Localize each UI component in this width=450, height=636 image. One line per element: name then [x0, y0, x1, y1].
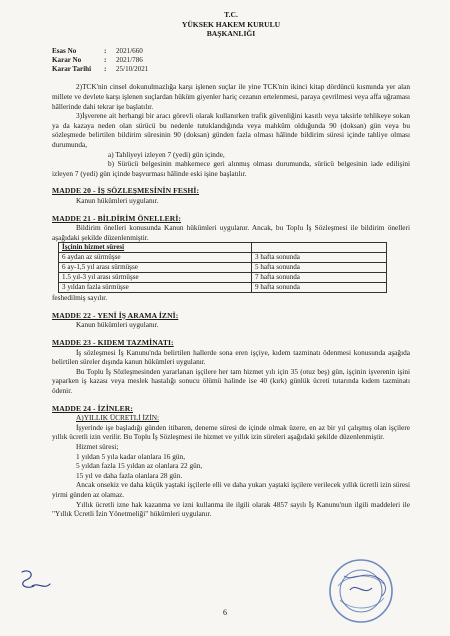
article-23-paragraph-1: İş sözleşmesi İş Kanunu'nda belirtilen hallerde sona eren işçiye, kıdem tazminatı ödenmesi konusunda aşağıda belirtilen süreler dışında kanun hükümleri uygulanır.: [52, 347, 410, 367]
intro-section: [52, 82, 410, 178]
document-header: [52, 10, 410, 39]
table-row: [59, 283, 387, 293]
article-20-title: MADDE 20 - İŞ SÖZLEŞMESİNİN FESHİ:: [52, 186, 200, 196]
page-number: 6: [223, 608, 227, 617]
table-header-cell: İşçinin hizmet süresi: [59, 243, 252, 253]
table-cell: 9 hafta sonunda: [252, 283, 387, 293]
header-tc: T.C.: [224, 10, 238, 19]
table-header-empty: [252, 243, 387, 253]
intro-item-b: b) Sürücü belgesinin mahkemece geri alınmış olması durumunda, sürücü belgesinin iade edilişini izleyen 7 (yedi) gün içinde başvurması hâlinde eski işine başlatılır.: [52, 159, 410, 178]
table-cell: 6 ay-1,5 yıl arası sürmüşse: [59, 263, 252, 273]
article-23-title: MADDE 23 - KIDEM TAZMİNATI:: [52, 338, 174, 348]
leave-tier-1: 1 yıldan 5 yıla kadar olanlara 16 gün,: [76, 451, 186, 461]
notice-period-table: [58, 242, 387, 293]
meta-karar: Karar No : 2021/786: [52, 55, 143, 64]
meta-karar-tarihi: Karar Tarihi : 25/10/2021: [52, 65, 149, 74]
table-cell: 5 hafta sonunda: [252, 263, 387, 273]
article-21-after: feshedilmiş sayılır.: [52, 293, 108, 303]
article-23-paragraph-2: Bu Toplu İş Sözleşmesinden yararlanan işçilere her tam hizmet yılı için 35 (otuz beş) gün, işçinin işverenin işini yaparken iş kazası veya meslek hastalığı sonucu ölümü halinde ise 40 (kırk) günlük ücreti tutarında kıdem tazminatı ödenir.: [52, 366, 410, 396]
intro-paragraph-2: 2)TCK'nin cinsel dokunulmazlığa karşı işlenen suçlar ile yine TCK'nin ikinci kitap dördüncü kısmında yer alan millete ve devlete karşı işlenen suçlardan hüküm giyenler hariç cezanın ertelenmesi, paraya çevrilmesi veya affa uğraması hâllerinde dahi tekrar işe başlatılır.: [52, 82, 410, 111]
table-cell: 6 aydan az sürmüşse: [59, 253, 252, 263]
article-24-paragraph-4: Yıllık ücretli izne hak kazanma ve izni kullanma ile ilgili olarak 4857 sayılı İş Kanunu'nun ilgili maddeleri ile "Yıllık Ücretli İzin Yönetmeliği" hükümleri uygulanır.: [52, 499, 410, 519]
article-24-paragraph-3: Ancak onsekiz ve daha küçük yaştaki işçilerle elli ve daha yukarı yaştaki işçilere verilecek yıllık ücretli izin süresi yirmi günden az olamaz.: [52, 480, 410, 499]
article-24-hizmet-label: Hizmet süresi;: [76, 442, 119, 452]
table-row: [59, 273, 387, 283]
article-23: [52, 338, 410, 396]
intro-paragraph-3: 3)İşverene ait herhangi bir aracı görevli olarak kullanırken trafik güvenliğini kasıtlı veya taksirle tehlikeye sokan ya da kazaya neden olan sürücü bu nedenle tutuklandığında veya mahkûm olduğunda 90 (doksan) gün veya bu sözleşmede belirtilen bildirim süresinin 90 (doksan) günden fazla olması hâlinde bildirim süresi içinde tahliye olması durumunda,: [52, 111, 410, 149]
leave-tier-2: 5 yıldan fazla 15 yıldan az olanlara 22 gün,: [76, 461, 203, 471]
article-21: [52, 214, 410, 303]
article-22-body: Kanun hükümleri uygulanır.: [76, 320, 159, 330]
leave-tier-3: 15 yıl ve daha fazla olanlara 28 gün.: [76, 470, 183, 480]
table-cell: 3 hafta sonunda: [252, 253, 387, 263]
article-24-title: MADDE 24 - İZİNLER:: [52, 403, 134, 413]
article-24-paragraph-1: İşyerinde işe başladığı günden itibaren, deneme süresi de içinde olmak üzere, en az bir yıl çalışmış olan işçilere yıllık ücretli izin verilir. Bu Toplu İş Sözleşmesi ile hizmet ve yıllık izin süreleri aşağıdaki şekilde düzenlenmiştir.: [52, 422, 410, 442]
article-21-title: MADDE 21 - BİLDİRİM ÖNELLERİ:: [52, 213, 182, 223]
header-department: BAŞKANLIĞI: [206, 29, 256, 39]
article-22: [52, 311, 410, 330]
signature-mark: [16, 566, 56, 596]
case-meta: [52, 47, 410, 75]
article-20-body: Kanun hükümleri uygulanır.: [76, 195, 159, 205]
table-header-row: [59, 243, 387, 253]
table-cell: 7 hafta sonunda: [252, 273, 387, 283]
header-institution: YÜKSEK HAKEM KURULU: [181, 19, 281, 29]
meta-esas: Esas No : 2021/660: [52, 46, 143, 55]
article-21-body: Bildirim önelleri konusunda Kanun hükümleri uygulanır. Ancak, bu Toplu İş Sözleşmesi ile bildirim önelleri aşağıdaki şekilde düzenlenmiştir.: [52, 223, 410, 242]
article-24: [52, 404, 410, 519]
intro-item-a: a) Tahliyeyi izleyen 7 (yedi) gün içinde,: [108, 149, 225, 159]
table-cell: 3 yıldan fazla sürmüşse: [59, 283, 252, 293]
table-row: [59, 263, 387, 273]
article-24-subtitle: A)YILLIK ÜCRETLİ İZİN:: [76, 413, 160, 423]
article-20: [52, 186, 410, 205]
article-22-title: MADDE 22 - YENİ İŞ ARAMA İZNİ:: [52, 310, 179, 320]
table-row: [59, 253, 387, 263]
table-cell: 1.5 yıl-3 yıl arası sürmüşse: [59, 273, 252, 283]
